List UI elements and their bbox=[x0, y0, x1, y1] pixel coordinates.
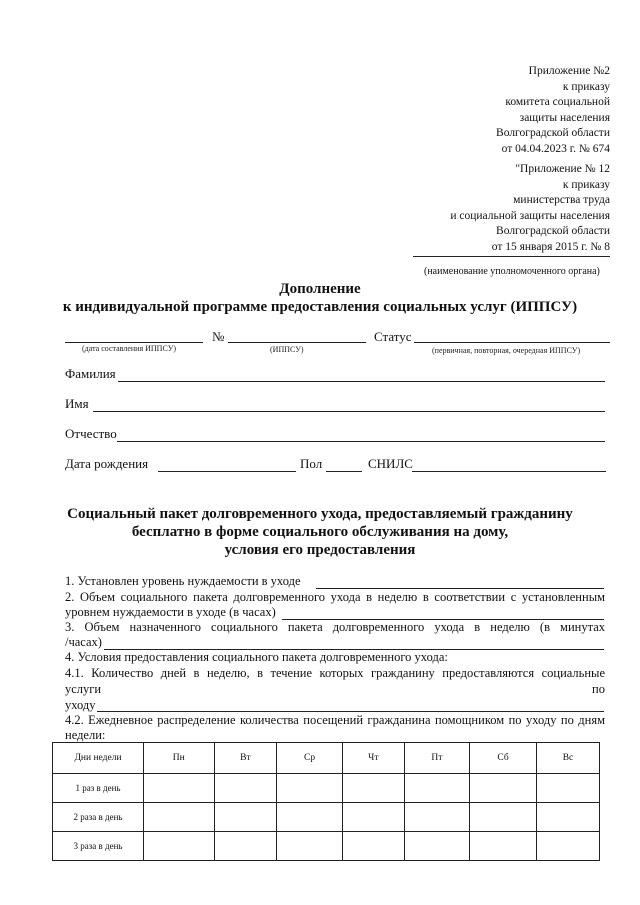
table-cell[interactable] bbox=[214, 803, 277, 832]
table-header-row bbox=[53, 743, 600, 774]
header2-line: Волгоградской области bbox=[496, 225, 610, 237]
ippsu-date-line[interactable] bbox=[65, 342, 203, 343]
item-2-line-2: уровнем нуждаемости в уходе (в часах) bbox=[65, 605, 276, 619]
item-4: 4. Условия предоставления социального пакета долговременного ухода: bbox=[65, 650, 448, 664]
header1-line: Волгоградской области bbox=[496, 127, 610, 139]
row-label: 2 раза в день bbox=[53, 803, 144, 832]
organ-name-line[interactable] bbox=[413, 256, 610, 257]
header-sun: Вс bbox=[537, 743, 600, 774]
item-2-line-1: 2. Объем социального пакета долговременного ухода в неделю в соответствии с установленным bbox=[65, 590, 605, 604]
header1-line: комитета социальной bbox=[505, 96, 610, 108]
table-cell[interactable] bbox=[144, 774, 215, 803]
surname-line[interactable] bbox=[118, 381, 605, 382]
doc-title: Дополнение bbox=[279, 281, 361, 297]
days-per-week-line[interactable] bbox=[97, 711, 604, 712]
snils-label: СНИЛС bbox=[368, 456, 413, 471]
table-cell[interactable] bbox=[404, 832, 469, 861]
section-title-line-3: условия его предоставления bbox=[224, 542, 416, 558]
header2-line: к приказу bbox=[562, 178, 610, 191]
header2-line: от 15 января 2015 г. № 8 bbox=[491, 240, 610, 253]
table-cell[interactable] bbox=[470, 774, 537, 803]
header-sat: Сб bbox=[470, 743, 537, 774]
sex-line[interactable] bbox=[326, 471, 362, 472]
item-1: 1. Установлен уровень нуждаемости в уходе bbox=[65, 574, 301, 588]
table-cell[interactable] bbox=[277, 803, 343, 832]
table-cell[interactable] bbox=[277, 774, 343, 803]
table-cell[interactable] bbox=[537, 803, 600, 832]
header-days: Дни недели bbox=[53, 743, 144, 774]
item-4-1-line-3: уходу bbox=[65, 698, 96, 712]
item-4-1-po: по bbox=[592, 682, 605, 696]
header-thu: Чт bbox=[342, 743, 404, 774]
item-3-line-2: /часах) bbox=[65, 635, 102, 649]
table-cell[interactable] bbox=[470, 803, 537, 832]
ippsu-status-line[interactable] bbox=[414, 342, 610, 343]
table-cell[interactable] bbox=[342, 832, 404, 861]
header1-line: от 04.04.2023 г. № 674 bbox=[501, 142, 610, 155]
table-cell[interactable] bbox=[537, 774, 600, 803]
header-tue: Вт bbox=[214, 743, 277, 774]
need-level-line[interactable] bbox=[316, 588, 604, 589]
birth-date-label: Дата рождения bbox=[65, 456, 149, 471]
table-cell[interactable] bbox=[537, 832, 600, 861]
table-cell[interactable] bbox=[144, 832, 215, 861]
surname-label: Фамилия bbox=[65, 366, 116, 381]
birth-date-line[interactable] bbox=[158, 471, 296, 472]
name-label: Имя bbox=[65, 396, 89, 411]
table-row bbox=[53, 803, 600, 832]
ippsu-number-line[interactable] bbox=[228, 342, 366, 343]
row-label: 1 раз в день bbox=[53, 774, 144, 803]
table-cell[interactable] bbox=[144, 803, 215, 832]
number-sign: № bbox=[212, 329, 225, 344]
table-cell[interactable] bbox=[342, 774, 404, 803]
patronymic-label: Отчество bbox=[65, 426, 117, 441]
header2-line: "Приложение № 12 bbox=[515, 163, 610, 175]
organ-caption: (наименование уполномоченного органа) bbox=[424, 266, 600, 277]
item-3-line-1: 3. Объем назначенного социального пакета долговременного ухода в неделю (в минутах bbox=[65, 620, 605, 634]
header1-line: Приложение №2 bbox=[528, 65, 610, 77]
patronymic-line[interactable] bbox=[117, 441, 605, 442]
visits-table bbox=[52, 742, 600, 861]
item-4-2-line-1: 4.2. Ежедневное распределение количества посещений гражданина помощником по уходу по дням bbox=[65, 713, 605, 727]
table-row bbox=[53, 832, 600, 861]
section-title-line-2: бесплатно в форме социального обслуживания на дому, bbox=[131, 524, 509, 540]
item-4-1-line-1: 4.1. Количество дней в неделю, в течение которых гражданину предоставляются социальные bbox=[65, 666, 605, 680]
sex-label: Пол bbox=[300, 456, 323, 471]
status-label: Статус bbox=[374, 329, 412, 344]
table-cell[interactable] bbox=[214, 832, 277, 861]
table-cell[interactable] bbox=[470, 832, 537, 861]
header-mon: Пн bbox=[144, 743, 215, 774]
table-cell[interactable] bbox=[277, 832, 343, 861]
caption-status: (первичная, повторная, очередная ИППСУ) bbox=[432, 346, 581, 355]
section-title-line-1: Социальный пакет долговременного ухода, предоставляемый гражданину bbox=[67, 506, 573, 522]
caption-date: (дата составления ИППСУ) bbox=[82, 344, 177, 353]
table-row bbox=[53, 774, 600, 803]
header-fri: Пт bbox=[404, 743, 469, 774]
header-wed: Ср bbox=[277, 743, 343, 774]
caption-ippsu: (ИППСУ) bbox=[270, 345, 304, 354]
item-4-2-line-2: недели: bbox=[65, 728, 106, 742]
header1-line: защиты населения bbox=[519, 111, 610, 124]
table-cell[interactable] bbox=[214, 774, 277, 803]
appendix-header-1 bbox=[496, 64, 610, 157]
item-4-1-line-2: услуги bbox=[65, 682, 102, 696]
header1-line: к приказу bbox=[562, 80, 610, 93]
table-cell[interactable] bbox=[404, 774, 469, 803]
table-cell[interactable] bbox=[404, 803, 469, 832]
row-label: 3 раза в день bbox=[53, 832, 144, 861]
doc-subtitle: к индивидуальной программе предоставления социальных услуг (ИППСУ) bbox=[62, 299, 578, 315]
snils-line[interactable] bbox=[412, 471, 606, 472]
name-line[interactable] bbox=[93, 411, 605, 412]
appendix-header-2 bbox=[450, 162, 610, 255]
table-cell[interactable] bbox=[342, 803, 404, 832]
header2-line: и социальной защиты населения bbox=[450, 209, 610, 222]
header2-line: министерства труда bbox=[513, 194, 610, 206]
